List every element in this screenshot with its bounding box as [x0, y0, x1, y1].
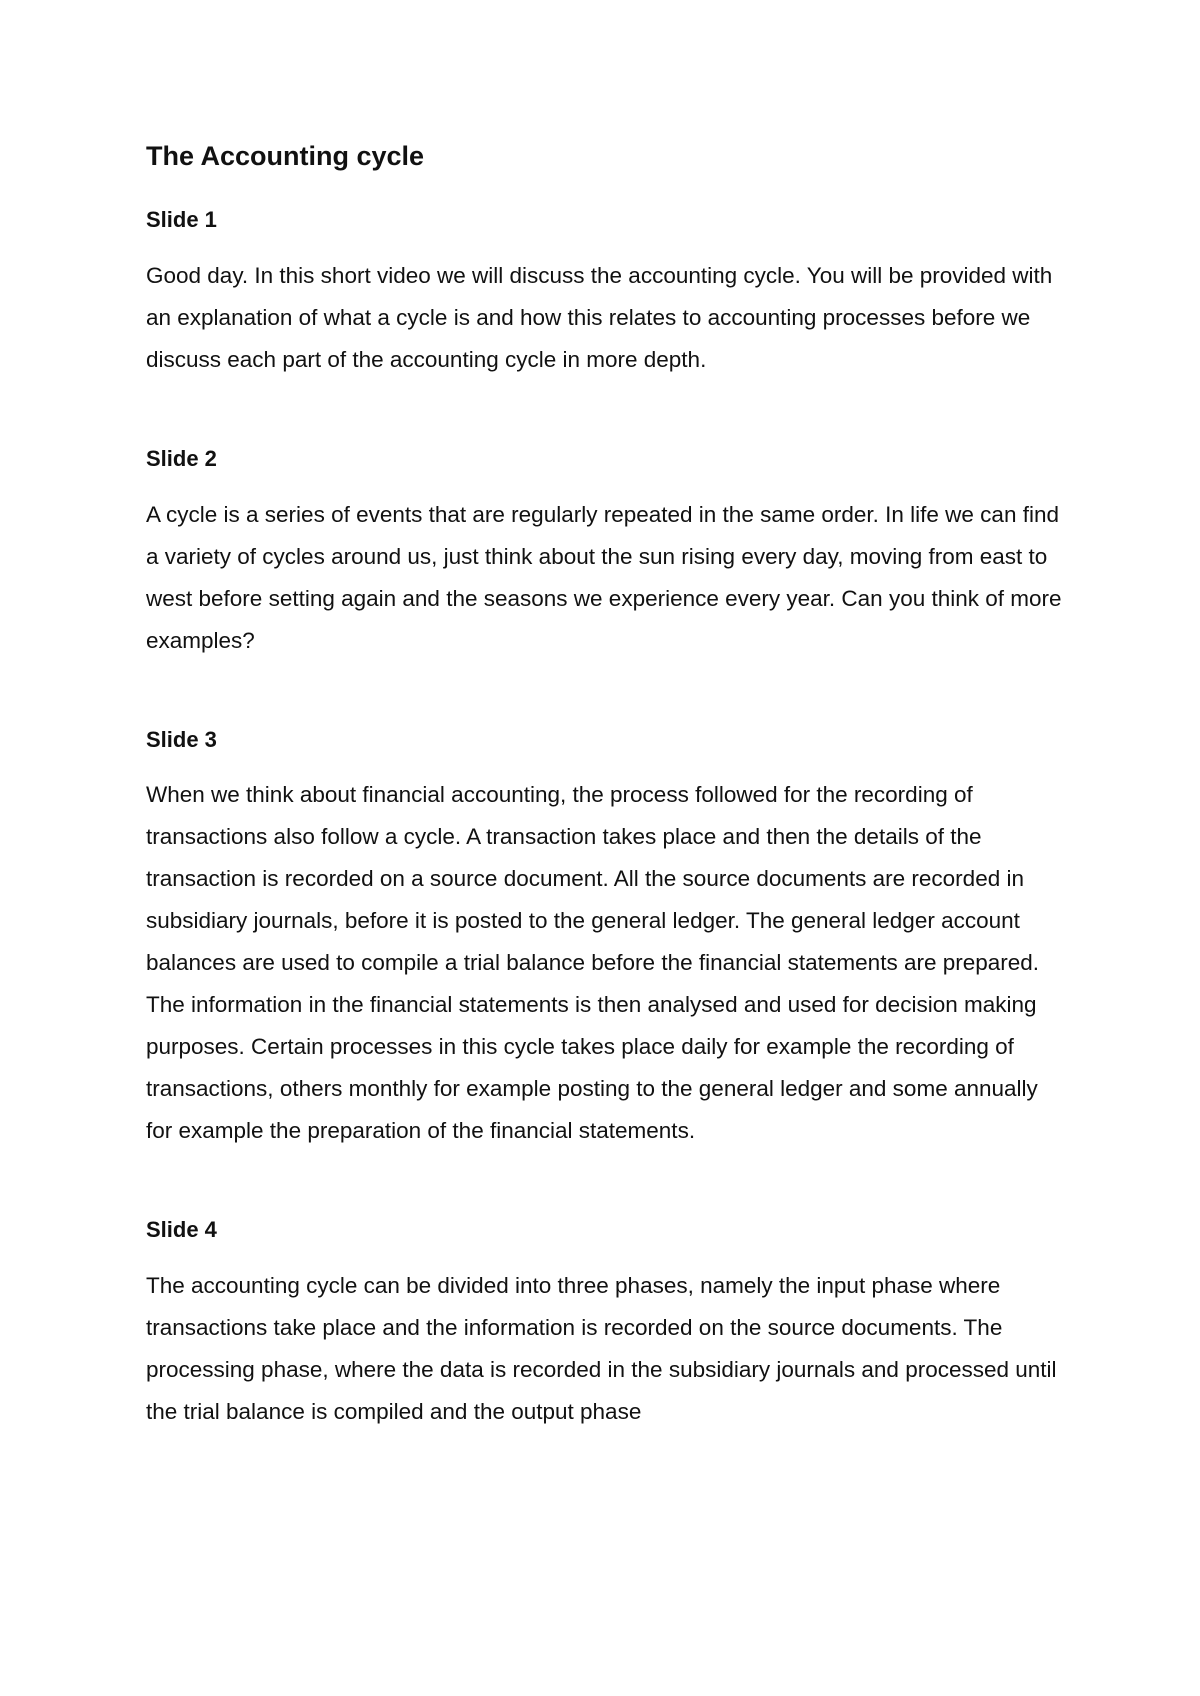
slide-paragraph: When we think about financial accounting, the process followed for the recording of transactions also follow a cycle. A transaction takes place and then the details of the transaction is recorded on a source document. All the source documents are recorded in subsidiary journals, before it is posted to the general ledger. The general ledger account balances are used to compile a trial balance before the financial statements are prepared. The information in the financial statements is then analysed and used for decision making purposes. Certain processes in this cycle takes place daily for example the recording of transactions, others monthly for example posting to the general ledger and some annually for example the preparation of the financial statements. [146, 782, 1040, 1144]
slide-heading: Slide 1 [146, 207, 217, 233]
document-title: The Accounting cycle [146, 141, 425, 171]
slide-heading: Slide 3 [146, 726, 217, 752]
slide-section [146, 445, 1066, 662]
slide-section [146, 726, 1066, 1153]
document-page [146, 140, 1066, 1497]
slide-paragraph: A cycle is a series of events that are regularly repeated in the same order. In life we can find a variety of cycles around us, just think about the sun rising every day, moving from east to west before setting again and the seasons we experience every year. Can you think of more examples? [146, 501, 1062, 653]
slide-section [146, 1216, 1066, 1433]
slide-section [146, 206, 1066, 381]
slide-paragraph: Good day. In this short video we will discuss the accounting cycle. You will be provided with an explanation of what a cycle is and how this relates to accounting processes before we discuss each part of the accounting cycle in more depth. [146, 262, 1053, 372]
slide-paragraph: The accounting cycle can be divided into three phases, namely the input phase where transactions take place and the information is recorded on the source documents. The processing phase, where the data is recorded in the subsidiary journals and processed until the trial balance is compiled and the output phase [146, 1272, 1057, 1424]
slide-heading: Slide 4 [146, 1217, 217, 1243]
slide-heading: Slide 2 [146, 445, 217, 471]
